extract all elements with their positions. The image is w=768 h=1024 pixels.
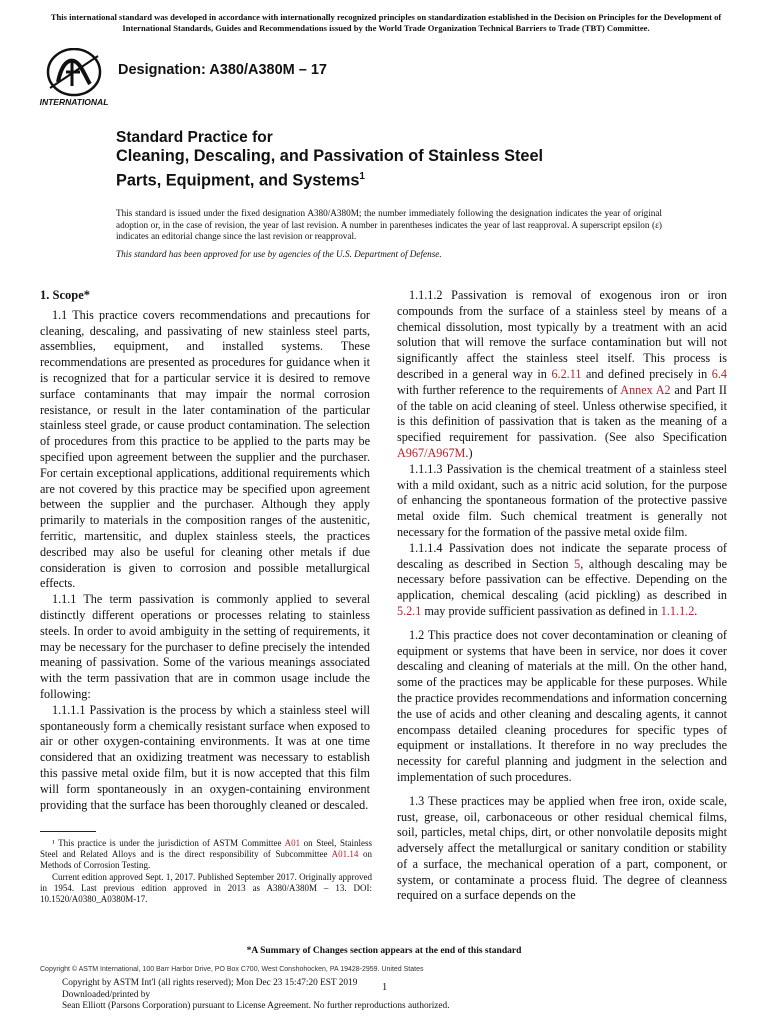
download-line-3: Sean Elliott (Parsons Corporation) pursuant to License Agreement. No further reproductions authorized.	[62, 1001, 450, 1012]
download-line-1: Copyright by ASTM Int'l (all rights reserved); Mon Dec 23 15:47:20 EST 2019	[62, 978, 358, 988]
ref-link-a967[interactable]: A967/A967M	[397, 445, 466, 460]
text: ¹ This practice is under the jurisdiction of ASTM Committee	[52, 838, 285, 848]
text: , although descaling may be necessary before passivation can be effective. Depending on the application, chemical descaling (acid pickling) as described in	[397, 556, 727, 603]
ref-link-1-1-1-2[interactable]: 1.1.1.2	[660, 603, 695, 618]
document-title	[116, 128, 676, 190]
paragraph-1-3: 1.3 These practices may be applied when free iron, oxide scale, rust, grease, oil, carbonaceous or other residual chemical films, soil, particles, metal chips, dirt, or other nonvolatile deposits might adversely affect the metallurgical or sanitary condition or stability of a surface, the mechanical operation of a part, component, or system, or contaminate a process fluid. The degree of cleanness required on a surface depends on the	[397, 793, 727, 903]
text: may provide sufficient passivation as defined in	[421, 603, 661, 618]
footnote-1	[40, 838, 372, 872]
issue-statement: This standard is issued under the fixed designation A380/A380M; the number immediately following the designation indicates the year of original adoption or, in the case of revision, the year of last revision. A number in parentheses indicates the year of last reapproval. A superscript epsilon (ε) indicates an editorial change since the last revision or reapproval.	[116, 208, 662, 242]
page-number: 1	[382, 982, 388, 993]
paragraph-1-2: 1.2 This practice does not cover decontamination or cleaning of equipment or systems that have been in service, nor does it cover descaling and cleaning of materials at the mill. On the other hand, some of the practices may be applicable for these purposes. While the practice provides recommendations and information concerning the use of acids and other cleaning and descaling agents, it cannot encompass detailed cleaning procedures for specific types of equipment or installations. It therefore in no way precludes the necessity for careful planning and judgment in the selection and implementation of such procedures.	[397, 627, 727, 784]
text: and Part II of the table on acid cleaning of steel. Unless otherwise specified, it is this definition of passivation that is taken as the meaning of a specified requirement for passivation. (See also Specification	[397, 382, 727, 445]
footnote	[40, 838, 372, 905]
title-line-2-text: Parts, Equipment, and Systems	[116, 170, 360, 189]
title-line-1: Cleaning, Descaling, and Passivation of Stainless Steel	[116, 147, 544, 165]
ref-link-6-4[interactable]: 6.4	[711, 366, 727, 381]
ref-link-annex-a2[interactable]: Annex A2	[620, 382, 671, 397]
download-line-2: Downloaded/printed by	[62, 989, 151, 1000]
title-line-2	[116, 167, 676, 191]
section-heading-scope: 1. Scope*	[40, 288, 90, 302]
ref-link-section-5[interactable]: 5	[574, 556, 581, 571]
footnote-divider	[40, 831, 96, 832]
download-notice	[62, 978, 450, 1013]
text: .	[694, 603, 698, 618]
ref-link-5-2-1[interactable]: 5.2.1	[397, 603, 422, 618]
text: 1.1.1.2 Passivation is removal of exogenous iron or iron compounds from the surface of a stainless steel by means of a chemical dissolution, most typically by a treatment with an acid solution that will remove the surface contamination but will not significantly affect the stainless steel itself. This process is described in a general way in	[397, 288, 727, 381]
text: 1.1.1.4 Passivation does not indicate the separate process of descaling as described in Section	[397, 540, 727, 571]
paragraph-1-1-1-1: 1.1.1.1 Passivation is the process by which a stainless steel will spontaneously form a chemically resistant surface when exposed to air or other oxygen-containing environments. It was at one time considered that an oxidizing treatment was necessary to establish this passive metal oxide film, but it is now accepted that this film will form spontaneously in an oxygen-containing environment providing that the surface has been thoroughly cleaned or descaled.	[40, 702, 370, 812]
logo-text: INTERNATIONAL	[39, 97, 109, 107]
text: on Methods of Corrosion Testing.	[40, 849, 372, 871]
designation: Designation: A380/A380M – 17	[118, 62, 327, 78]
right-column	[397, 288, 727, 904]
footnote-edition: Current edition approved Sept. 1, 2017. Published September 2017. Originally approved in 1954. Last previous edition approved in 2013 as A380/A380M – 13. DOI: 10.1520/A0380_A0380M-17.	[40, 871, 372, 905]
wto-notice: This international standard was developed in accordance with internationally recognized principles on standardization established in the Decision on Principles for the Development of International Standards, Guides and Recommendations issued by the World Trade Organization Technical Barriers to Trade (TBT) Committee.	[50, 12, 722, 33]
ref-link-6-2-11[interactable]: 6.2.11	[551, 366, 582, 381]
summary-of-changes-note: *A Summary of Changes section appears at the end of this standard	[246, 946, 522, 956]
dod-approval: This standard has been approved for use by agencies of the U.S. Department of Defense.	[116, 249, 442, 259]
paragraph-1-1-1: 1.1.1 The term passivation is commonly applied to several distinctly different operations or processes relating to stainless steels. In order to avoid ambiguity in the setting of requirements, it may be necessary for the purchaser to define precisely the intended meaning of passivation. Some of the various meanings associated with the term passivation that are in common usage include the following:	[40, 592, 370, 701]
paragraph-1-1-1-2	[397, 288, 727, 462]
ref-link-a01[interactable]: A01	[284, 838, 301, 848]
copyright-line: Copyright © ASTM International, 100 Barr Harbor Drive, PO Box C700, West Conshohocken, PA 19428-2959. United States	[40, 966, 424, 973]
text: .)	[465, 445, 473, 460]
paragraph-1-1-1-4	[397, 541, 727, 620]
ref-link-a01-14[interactable]: A01.14	[331, 849, 359, 860]
title-pre: Standard Practice for	[116, 129, 273, 146]
text: on Steel, Stainless Steel and Related Alloys and is the direct responsibility of Subcommittee	[40, 838, 372, 860]
paragraph-1-1: 1.1 This practice covers recommendations and precautions for cleaning, descaling, and passivating of new stainless steel parts, assemblies, equipment, and installed systems. These recommendations are presented as procedures for guidance when it is recognized that for a particular service it is desired to remove surface contaminants that may impair the normal corrosion resistance, or result in the later contamination of the particular stainless steel grade, or cause product contamination. The selection of procedures from this practice to be applied to the parts may be specified upon agreement between the supplier and the purchaser. For certain exceptional applications, additional requirements which are not covered by this practice may be specified upon agreement between the supplier and the purchaser. Although they apply primarily to materials in the composition ranges of the austenitic, ferritic, martensitic, and duplex stainless steels, the practices described may also be useful for cleaning other metals if due consideration is given to corrosion and possible metallurgical effects.	[40, 307, 370, 591]
title-footnote-mark: 1	[359, 170, 365, 182]
text: and defined precisely in	[581, 366, 712, 381]
left-column	[40, 288, 370, 813]
astm-logo	[36, 48, 112, 108]
paragraph-1-1-1-3: 1.1.1.3 Passivation is the chemical treatment of a stainless steel with a mild oxidant, such as a nitric acid solution, for the purpose of enhancing the spontaneous formation of the protective passive metal oxide film. Such chemical treatment is generally not necessary for the formation of the passive metal oxide film.	[397, 461, 727, 539]
text: with further reference to the requirements of	[397, 382, 621, 397]
